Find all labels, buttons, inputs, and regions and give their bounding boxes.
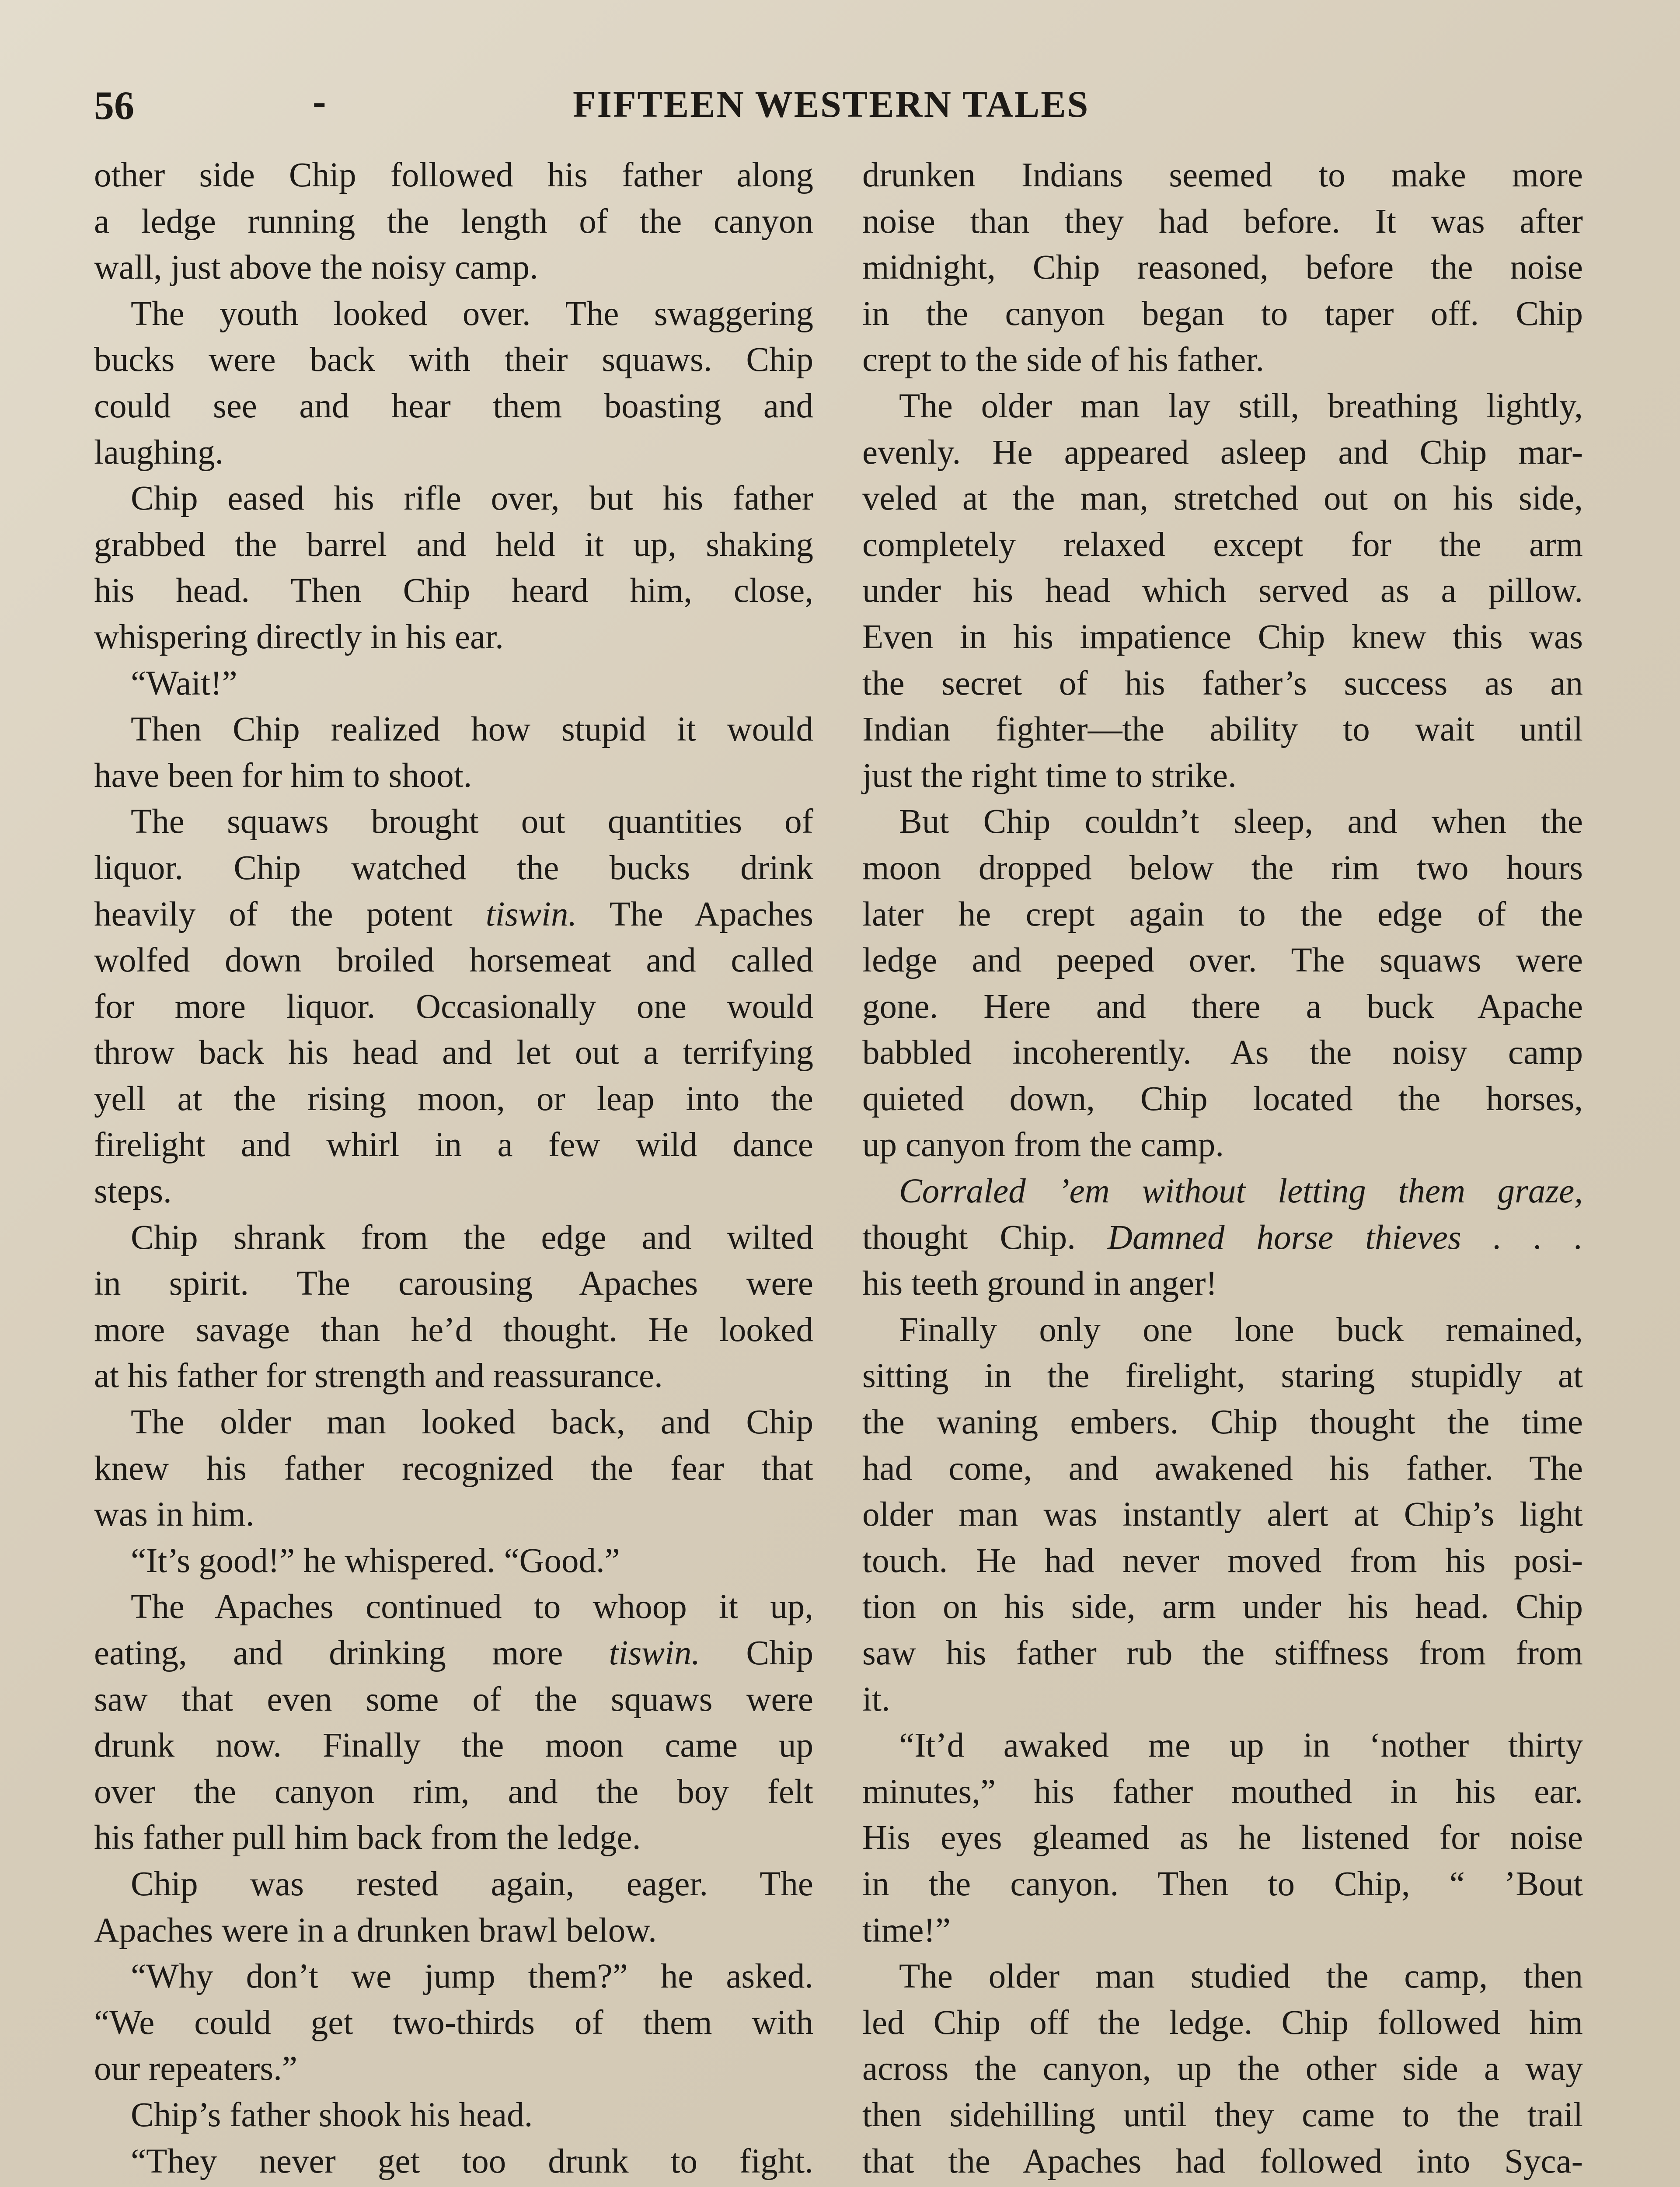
italic-text: Damned horse thieves . . . (1107, 1218, 1583, 1257)
text-line: The squaws brought out quantities of (131, 803, 813, 841)
text-line: midnight, Chip reasoned, before the noise (862, 248, 1583, 287)
text-line: was in him. (94, 1495, 254, 1534)
text-line: our repeaters.” (94, 2050, 297, 2088)
text-line: have been for him to shoot. (94, 756, 472, 795)
text-line: had come, and awakened his father. The (862, 1449, 1583, 1488)
text-line: at his father for strength and reassurance. (94, 1357, 663, 1395)
text-line: grabbed the barrel and held it up, shaking (94, 525, 813, 564)
italic-text: Corraled ’em without letting them graze, (899, 1172, 1583, 1211)
text-line: older man was instantly alert at Chip’s light (862, 1495, 1583, 1534)
text-line: “They never get too drunk to fight. (131, 2142, 813, 2180)
text-line (94, 2184, 813, 2187)
text-line (862, 1168, 1583, 1215)
text-line: Chip shrank from the edge and wilted (131, 1218, 813, 1257)
text-line: “It’d awaked me up in ‘nother thirty (899, 1726, 1583, 1765)
text-line: Indian fighter—the ability to wait until (862, 710, 1583, 749)
text-line: His eyes gleamed as he listened for noise (862, 1819, 1583, 1857)
text-line: throw back his head and let out a terrifying (94, 1034, 813, 1072)
text-line: steps. (94, 1172, 172, 1211)
text-line: tion on his side, arm under his head. Chip (862, 1588, 1583, 1626)
text-line: drunken Indians seemed to make more (862, 156, 1583, 194)
text-line: noise than they had before. It was after (862, 202, 1583, 241)
text-line: his teeth ground in anger! (862, 1265, 1217, 1303)
text-line: eating, and drinking more tiswin. Chip (94, 1634, 813, 1672)
text-line: over the canyon rim, and the boy felt (94, 1772, 813, 1811)
text-line: “Why don’t we jump them?” he asked. (131, 1957, 813, 1996)
text-line: knew his father recognized the fear that (94, 1449, 813, 1488)
text-line: liquor. Chip watched the bucks drink (94, 849, 813, 887)
text-line: yell at the rising moon, or leap into the (94, 1080, 813, 1118)
right-column (862, 152, 1583, 2187)
text-line: a ledge running the length of the canyon (94, 202, 813, 241)
text-line: completely relaxed except for the arm (862, 525, 1583, 564)
text-line: thought Chip. Damned horse thieves . . . (862, 1218, 1583, 1257)
text-line: gone. Here and there a buck Apache (862, 987, 1583, 1026)
text-line: just the right time to strike. (862, 756, 1237, 795)
text-line: crept to the side of his father. (862, 341, 1265, 379)
left-column (94, 152, 813, 2187)
text-line: veled at the man, stretched out on his side, (862, 479, 1583, 518)
text-line: it. (862, 1680, 890, 1719)
text-line: whispering directly in his ear. (94, 618, 504, 656)
text-line: laughing. (94, 433, 224, 472)
italic-text: tiswin. (609, 1634, 701, 1672)
text-line: under his head which served as a pillow. (862, 572, 1583, 610)
text-line: saw his father rub the stiffness from from (862, 1634, 1583, 1672)
text-line: his head. Then Chip heard him, close, (94, 572, 813, 610)
text-line: ledge and peeped over. The squaws were (862, 941, 1583, 980)
text-line: sitting in the firelight, staring stupidly at (862, 1357, 1583, 1395)
text-line: the waning embers. Chip thought the time (862, 1403, 1583, 1442)
text-line: The older man studied the camp, then (899, 1957, 1583, 1996)
text-line (862, 2184, 1583, 2187)
text-line: time!” (862, 1911, 951, 1949)
text-line: “It’s good!” he whispered. “Good.” (131, 1541, 620, 1580)
text-line: touch. He had never moved from his posi- (862, 1541, 1583, 1580)
text-line: across the canyon, up the other side a way (862, 2050, 1583, 2088)
text-line: Then Chip realized how stupid it would (131, 710, 813, 749)
text-line: The older man looked back, and Chip (131, 1403, 813, 1442)
text-line: his father pull him back from the ledge. (94, 1819, 641, 1857)
text-line: “Wait!” (131, 664, 237, 702)
text-line: could see and hear them boasting and (94, 387, 813, 425)
text-line: more savage than he’d thought. He looked (94, 1310, 813, 1349)
text-line: The Apaches continued to whoop it up, (131, 1588, 813, 1626)
text-line: saw that even some of the squaws were (94, 1680, 813, 1719)
text-line: for more liquor. Occasionally one would (94, 987, 813, 1026)
text-line: in spirit. The carousing Apaches were (94, 1265, 813, 1303)
text-line: the secret of his father’s success as an (862, 664, 1583, 702)
text-line: up canyon from the camp. (862, 1126, 1224, 1164)
italic-text: tiswin. (485, 895, 577, 933)
text-line: in the canyon began to taper off. Chip (862, 294, 1583, 333)
text-line: Chip eased his rifle over, but his father (131, 479, 813, 518)
text-line: wall, just above the noisy camp. (94, 248, 538, 287)
text-line: babbled incoherently. As the noisy camp (862, 1034, 1583, 1072)
text-line: later he crept again to the edge of the (862, 895, 1583, 933)
text-line: drunk now. Finally the moon came up (94, 1726, 813, 1765)
page-header (94, 78, 1581, 126)
text-line: minutes,” his father mouthed in his ear. (862, 1772, 1583, 1811)
text-line: But Chip couldn’t sleep, and when the (899, 803, 1583, 841)
text-line: other side Chip followed his father along (94, 156, 813, 194)
text-line: The older man lay still, breathing lightly, (899, 387, 1583, 425)
text-line: led Chip off the ledge. Chip followed him (862, 2003, 1583, 2042)
text-line: Chip was rested again, eager. The (131, 1865, 813, 1903)
text-line: Even in his impatience Chip knew this was (862, 618, 1583, 656)
text-line: quieted down, Chip located the horses, (862, 1080, 1583, 1118)
text-line: Chip’s father shook his head. (131, 2096, 533, 2134)
text-line: Apaches were in a drunken brawl below. (94, 1911, 657, 1949)
text-line: “We could get two-thirds of them with (94, 2003, 813, 2042)
text-line: wolfed down broiled horsemeat and called (94, 941, 813, 980)
text-line: moon dropped below the rim two hours (862, 849, 1583, 887)
text-line: evenly. He appeared asleep and Chip mar- (862, 433, 1583, 472)
text-line: firelight and whirl in a few wild dance (94, 1126, 813, 1164)
text-line: in the canyon. Then to Chip, “ ’Bout (862, 1865, 1583, 1903)
header-mark: - (313, 79, 326, 123)
text-line: then sidehilling until they came to the trail (862, 2096, 1583, 2134)
text-line: that the Apaches had followed into Syca- (862, 2142, 1583, 2180)
text-line: heavily of the potent tiswin. The Apaches (94, 895, 813, 933)
text-line: bucks were back with their squaws. Chip (94, 341, 813, 379)
text-line: The youth looked over. The swaggering (131, 294, 813, 333)
text-line: Finally only one lone buck remained, (899, 1310, 1583, 1349)
running-head: FIFTEEN WESTERN TALES (573, 83, 1090, 125)
page-number: 56 (94, 83, 134, 128)
